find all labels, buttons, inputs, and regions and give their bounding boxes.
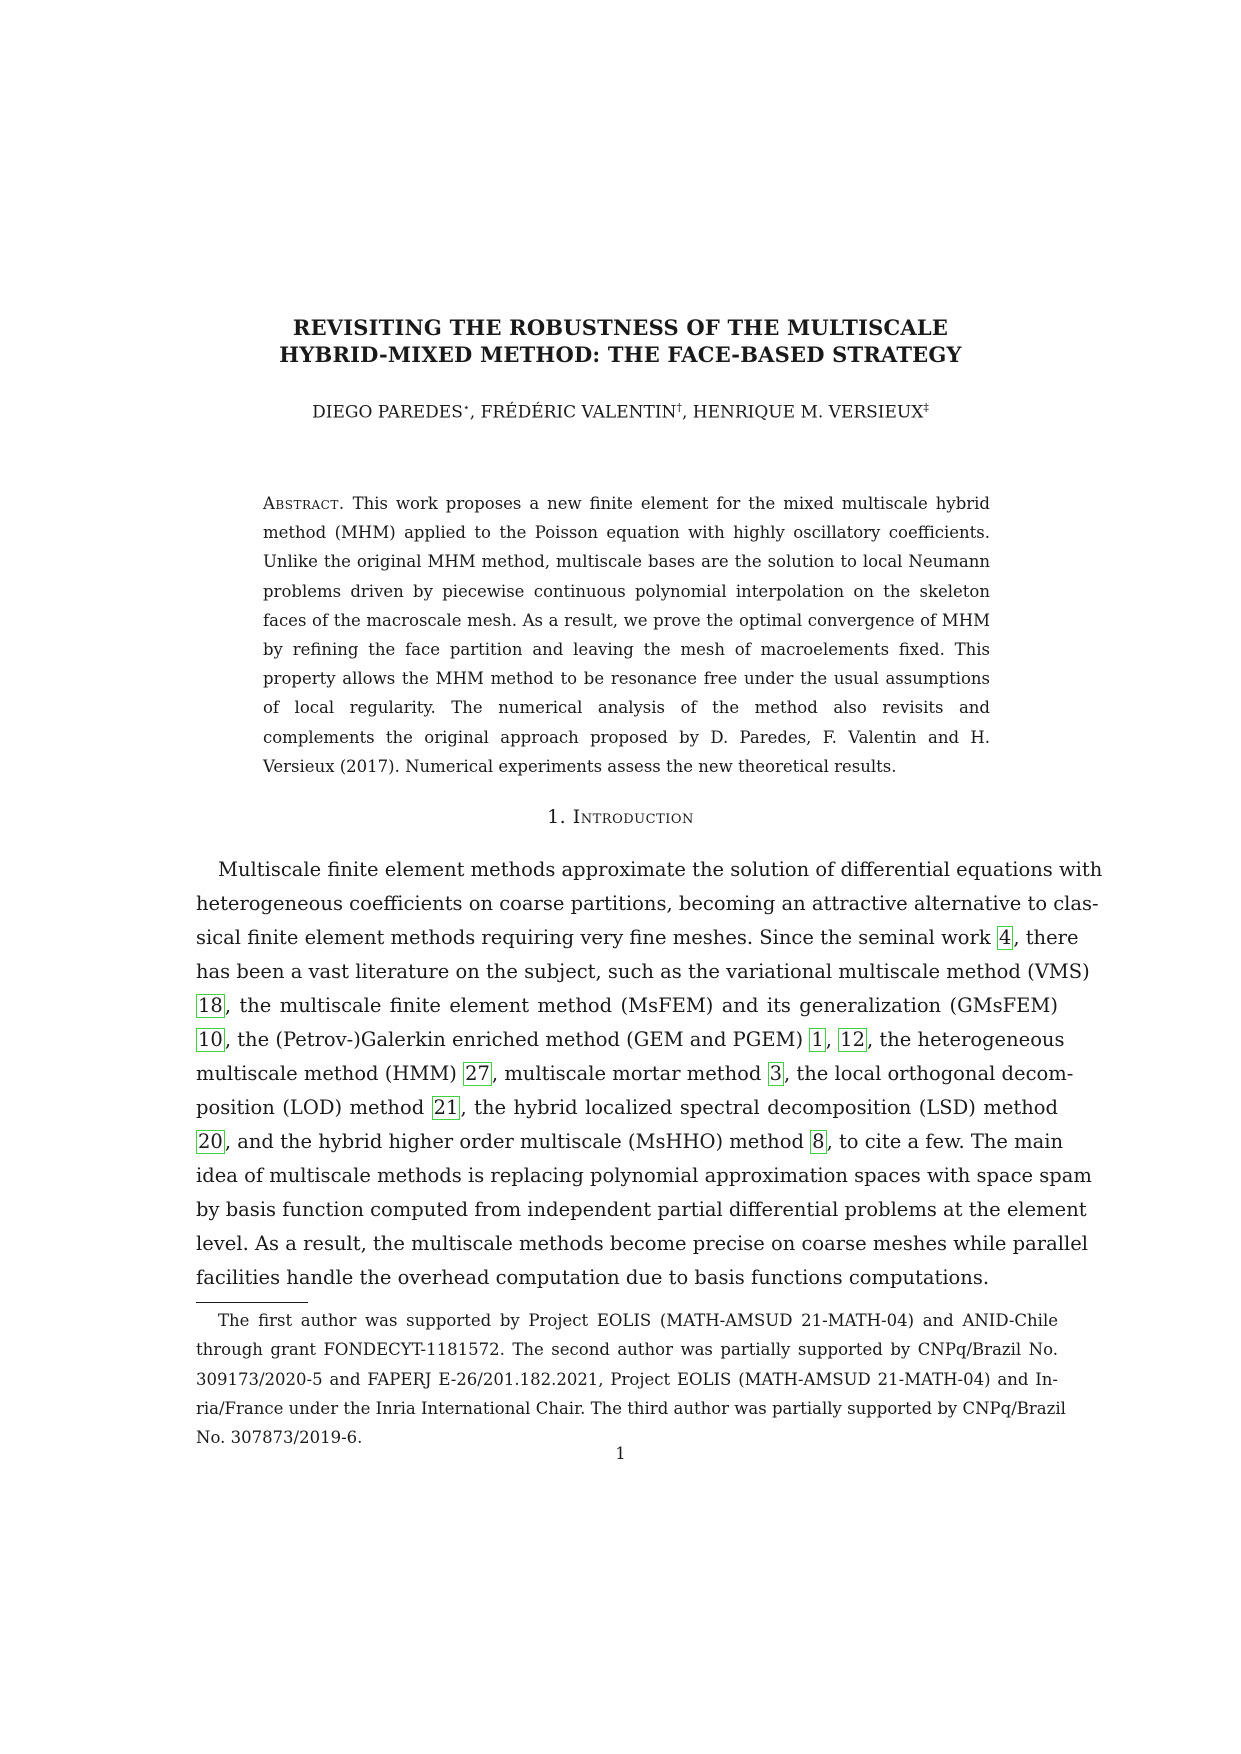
citation-link[interactable]: 12 — [840, 1028, 865, 1051]
author-list: DIEGO PAREDES⋆, FRÉDÉRIC VALENTIN†, HENRIQUE M. VERSIEUX‡ — [312, 401, 929, 423]
intro-text: , and the hybrid higher order multiscale (MsHHO) method — [224, 1130, 811, 1153]
footnote-line: No. 307873/2019-6. — [196, 1428, 363, 1448]
intro-line: level. As a result, the multiscale methods become precise on coarse meshes while parallel — [196, 1232, 1088, 1255]
intro-text: , the local orthogonal decom- — [784, 1062, 1074, 1085]
citation-link[interactable]: 10 — [198, 1028, 223, 1051]
citation-link[interactable]: 8 — [812, 1130, 825, 1153]
intro-line: by basis function computed from independent partial differential problems at the element — [196, 1198, 1087, 1221]
introduction-paragraph — [196, 853, 1103, 1295]
intro-text: multiscale method (HMM) — [196, 1062, 464, 1085]
intro-text: , to cite a few. The main — [826, 1130, 1064, 1153]
author-mark: ⋆ — [462, 401, 470, 414]
intro-text: , multiscale mortar method — [491, 1062, 768, 1085]
citation-link[interactable]: 21 — [433, 1096, 459, 1119]
footnote-divider — [196, 1302, 308, 1303]
footnote-line: 309173/2020-5 and FAPERJ E-26/201.182.2021, Project EOLIS (MATH-AMSUD 21-MATH-04) and In- — [196, 1369, 1058, 1389]
funding-footnote — [196, 1306, 1066, 1452]
author-name: DIEGO PAREDES — [312, 402, 463, 423]
paper-title — [200, 314, 1041, 368]
intro-line — [196, 1125, 1064, 1159]
citation-link[interactable]: 27 — [465, 1062, 490, 1085]
section-title: Introduction — [572, 806, 694, 828]
intro-text: position (LOD) method — [196, 1096, 432, 1119]
citation-link[interactable]: 20 — [198, 1130, 223, 1153]
section-number: 1. — [547, 806, 567, 828]
intro-text: sical finite element methods requiring very fine meshes. Since the seminal work — [196, 926, 997, 949]
intro-line: 10 , the (Petrov-)Galerkin enriched method (GEM and PGEM) 1 , 12 , the heterogeneous — [198, 1028, 1065, 1051]
abstract-label: Abstract. — [263, 494, 345, 513]
footnote-line: The first author was supported by Project EOLIS (MATH-AMSUD 21-MATH-04) and ANID-Chile — [218, 1311, 1058, 1330]
section-heading — [200, 806, 1041, 828]
intro-line: Multiscale finite element methods approximate the solution of differential equations with — [218, 858, 1103, 881]
page-number: 1 — [615, 1444, 626, 1463]
abstract-text: This work proposes a new finite element for the mixed multiscale hybrid method (MHM) applied to the Poisson equation with highly oscillatory coefficients. Unlike the original MHM method, multiscale bases are the solution to local Neumann problems driven by piecewise continuous polynomial interpolation on the skeleton faces of the macroscale mesh. As a result, we prove the optimal convergence of MHM by refining the face partition and leaving the mesh of macroelements fixed. This property allows the MHM method to be resonance free under the usual assumptions of local regularity. The numerical analysis of the method also revisits and complements the original approach proposed by D. Paredes, F. Valentin and H. Versieux (2017). Numerical experiments assess the new theoretical results. — [263, 494, 990, 776]
citation-link[interactable]: 3 — [769, 1062, 783, 1085]
intro-text: , the (Petrov-)Galerkin enriched method (GEM and PGEM) — [224, 1028, 810, 1051]
citation-link[interactable]: 1 — [811, 1028, 824, 1051]
intro-line: has been a vast literature on the subject, such as the variational multiscale method (VMS) — [196, 960, 1090, 983]
citation-link[interactable]: 4 — [998, 926, 1012, 949]
author-name: HENRIQUE M. VERSIEUX — [692, 402, 924, 423]
intro-text: , the heterogeneous — [867, 1028, 1065, 1051]
intro-line — [196, 1091, 1058, 1125]
intro-text: , the hybrid localized spectral decomposition (LSD) method — [460, 1096, 1058, 1119]
author-name: FRÉDÉRIC VALENTIN — [480, 402, 677, 423]
abstract — [263, 489, 990, 781]
paper-title-line-2: HYBRID-MIXED METHOD: THE FACE-BASED STRATEGY — [279, 342, 962, 367]
paper-title-line-1: REVISITING THE ROBUSTNESS OF THE MULTISCALE — [292, 315, 949, 340]
intro-line: idea of multiscale methods is replacing polynomial approximation spaces with space spam — [196, 1164, 1092, 1187]
intro-text: , there — [1013, 926, 1079, 949]
intro-line: heterogeneous coefficients on coarse partitions, becoming an attractive alternative to clas- — [196, 892, 1099, 915]
intro-line — [196, 989, 1058, 1023]
intro-line: facilities handle the overhead computation due to basis functions computations. — [196, 1266, 990, 1289]
intro-line — [196, 921, 1079, 955]
footnote-line: ria/France under the Inria International Chair. The third author was partially supported by CNPq/Brazil — [196, 1398, 1066, 1418]
intro-text: , the multiscale finite element method (MsFEM) and its generalization (GMsFEM) — [224, 994, 1058, 1017]
intro-line — [196, 1057, 1074, 1091]
footnote-line: through grant FONDECYT-1181572. The second author was partially supported by CNPq/Brazil No. — [196, 1340, 1058, 1360]
citation-link[interactable]: 18 — [198, 994, 223, 1017]
author-mark: † — [676, 401, 682, 414]
author-mark: ‡ — [923, 401, 929, 414]
